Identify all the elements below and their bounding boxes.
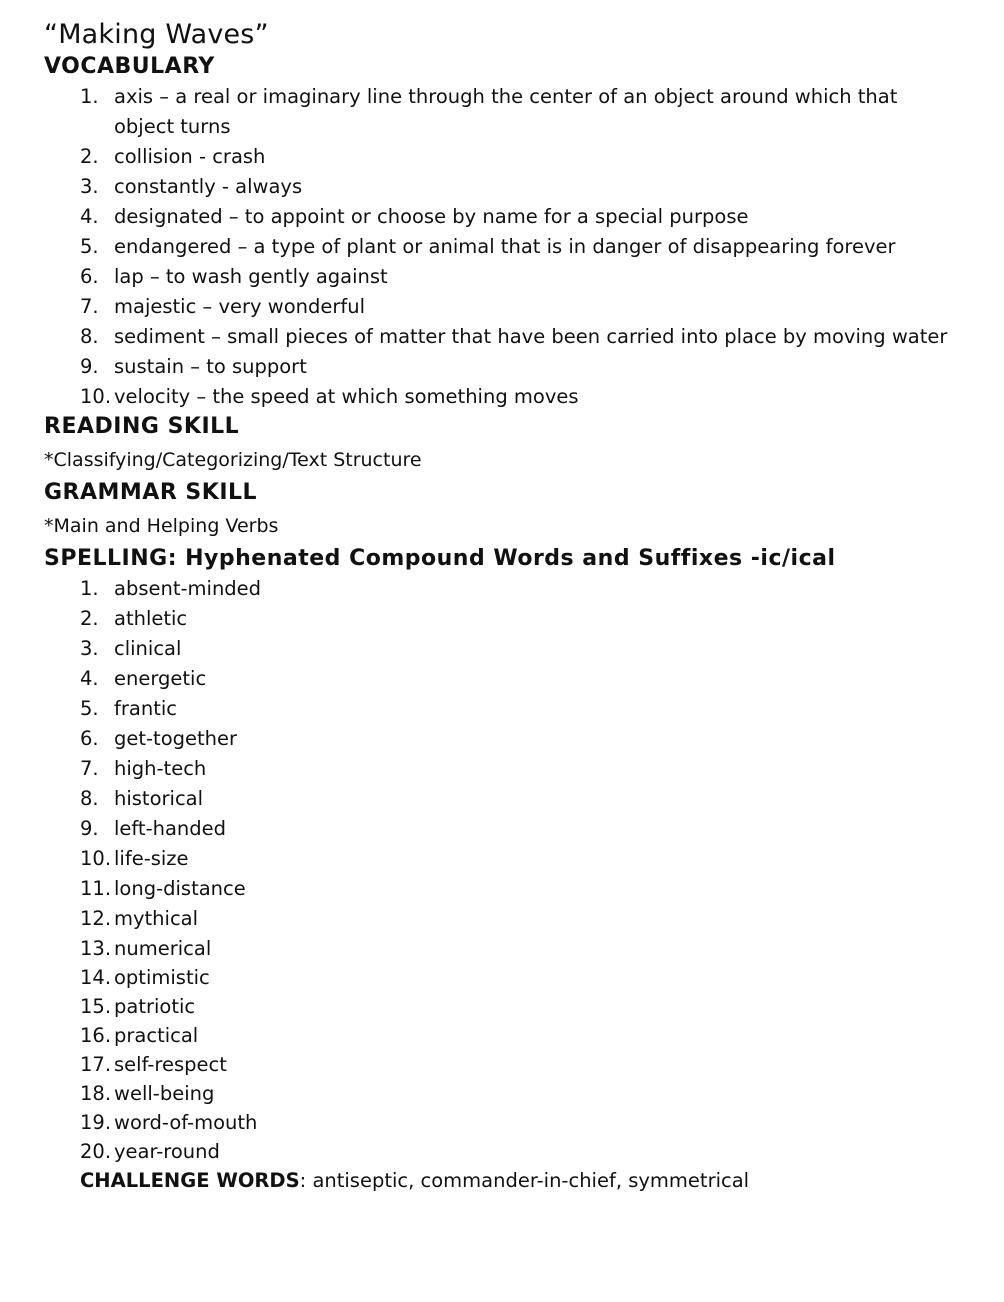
vocabulary-item-text: lap – to wash gently against <box>114 265 388 288</box>
vocabulary-item <box>44 262 964 292</box>
challenge-words <box>44 1166 964 1196</box>
spelling-item-word: patriotic <box>114 995 196 1018</box>
page-title: “Making Waves” <box>44 19 269 50</box>
challenge-words-list: : antiseptic, commander-in-chief, symmetrical <box>299 1169 750 1192</box>
spelling-item <box>44 1137 964 1166</box>
challenge-words-label: CHALLENGE WORDS <box>80 1169 300 1192</box>
spelling-item-number: 19. <box>80 1111 112 1134</box>
spelling-item-word: long-distance <box>114 877 246 900</box>
vocabulary-item <box>44 322 964 352</box>
spelling-item <box>44 574 964 604</box>
spelling-item-number: 6. <box>80 727 99 750</box>
spelling-item-number: 7. <box>80 757 99 780</box>
spelling-item-number: 18. <box>80 1082 112 1105</box>
vocabulary-item <box>44 292 964 322</box>
spelling-item <box>44 784 964 814</box>
spelling-item-word: left-handed <box>114 817 227 840</box>
vocabulary-item-number: 6. <box>80 265 99 288</box>
spelling-item-word: historical <box>114 787 204 810</box>
spelling-item-word: absent-minded <box>114 577 262 600</box>
vocabulary-item <box>44 232 964 262</box>
spelling-item-word: high-tech <box>114 757 207 780</box>
vocabulary-item <box>44 82 964 142</box>
vocabulary-item-text: constantly - always <box>114 175 303 198</box>
spelling-item-word: mythical <box>114 907 199 930</box>
vocabulary-item-text: sediment – small pieces of matter that have been carried into place by moving water <box>114 325 948 348</box>
spelling-item <box>44 604 964 634</box>
spelling-item-number: 17. <box>80 1053 112 1076</box>
reading-skill-text: *Classifying/Categorizing/Text Structure <box>44 449 422 471</box>
spelling-item-word: athletic <box>114 607 188 630</box>
spelling-item-word: optimistic <box>114 966 210 989</box>
spelling-item-word: life-size <box>114 847 189 870</box>
worksheet-page <box>44 18 964 1196</box>
spelling-item-number: 2. <box>80 607 99 630</box>
spelling-item <box>44 1108 964 1137</box>
spelling-item <box>44 724 964 754</box>
spelling-item <box>44 1021 964 1050</box>
spelling-item-word: practical <box>114 1024 199 1047</box>
vocabulary-item-number: 3. <box>80 175 99 198</box>
spelling-item <box>44 874 964 904</box>
vocabulary-item-number: 9. <box>80 355 99 378</box>
spelling-item-number: 20. <box>80 1140 112 1163</box>
spelling-item-number: 14. <box>80 966 112 989</box>
spelling-item <box>44 963 964 992</box>
spelling-item-number: 1. <box>80 577 99 600</box>
spelling-item-number: 4. <box>80 667 99 690</box>
spelling-item <box>44 1079 964 1108</box>
spelling-item <box>44 904 964 934</box>
spelling-item-word: word-of-mouth <box>114 1111 258 1134</box>
vocabulary-item-text: axis – a real or imaginary line through the center of an object around which that object turns <box>114 85 898 138</box>
spelling-item <box>44 754 964 784</box>
vocabulary-list <box>44 82 964 412</box>
spelling-item-number: 13. <box>80 937 112 960</box>
vocabulary-item <box>44 352 964 382</box>
vocabulary-item-number: 7. <box>80 295 99 318</box>
spelling-item-word: get-together <box>114 727 238 750</box>
spelling-item-number: 11. <box>80 877 112 900</box>
spelling-item-number: 10. <box>80 847 112 870</box>
vocabulary-item-text: endangered – a type of plant or animal that is in danger of disappearing forever <box>114 235 896 258</box>
spelling-item <box>44 844 964 874</box>
spelling-item-number: 3. <box>80 637 99 660</box>
spelling-item <box>44 694 964 724</box>
spelling-item-number: 5. <box>80 697 99 720</box>
spelling-item <box>44 664 964 694</box>
spelling-item <box>44 634 964 664</box>
reading-skill-heading: READING SKILL <box>44 414 240 439</box>
spelling-item <box>44 814 964 844</box>
spelling-item <box>44 934 964 963</box>
grammar-skill-heading: GRAMMAR SKILL <box>44 480 258 505</box>
spelling-list <box>44 574 964 1166</box>
vocabulary-item-number: 8. <box>80 325 99 348</box>
spelling-item-number: 12. <box>80 907 112 930</box>
vocabulary-item-number: 10. <box>80 385 112 408</box>
spelling-item-word: self-respect <box>114 1053 227 1076</box>
vocabulary-item-text: sustain – to support <box>114 355 307 378</box>
spelling-item-word: frantic <box>114 697 177 720</box>
spelling-item-word: well-being <box>114 1082 215 1105</box>
vocabulary-item <box>44 172 964 202</box>
spelling-item-number: 8. <box>80 787 99 810</box>
vocabulary-item <box>44 142 964 172</box>
spelling-item-word: year-round <box>114 1140 220 1163</box>
spelling-item-number: 9. <box>80 817 99 840</box>
grammar-skill-text: *Main and Helping Verbs <box>44 515 279 537</box>
spelling-item-number: 16. <box>80 1024 112 1047</box>
vocabulary-item-number: 2. <box>80 145 99 168</box>
vocabulary-item-number: 5. <box>80 235 99 258</box>
spelling-item-number: 15. <box>80 995 112 1018</box>
spelling-item <box>44 1050 964 1079</box>
vocabulary-item <box>44 382 964 412</box>
vocabulary-item-number: 1. <box>80 85 99 108</box>
vocabulary-item-text: designated – to appoint or choose by name for a special purpose <box>114 205 749 228</box>
spelling-item-word: energetic <box>114 667 207 690</box>
vocabulary-heading: VOCABULARY <box>44 54 215 79</box>
vocabulary-item-text: collision - crash <box>114 145 266 168</box>
spelling-item-word: numerical <box>114 937 212 960</box>
spelling-heading: SPELLING: Hyphenated Compound Words and Suffixes -ic/ical <box>44 546 836 571</box>
vocabulary-item-text: velocity – the speed at which something moves <box>114 385 579 408</box>
vocabulary-item-number: 4. <box>80 205 99 228</box>
vocabulary-item-text: majestic – very wonderful <box>114 295 366 318</box>
spelling-item <box>44 992 964 1021</box>
spelling-item-word: clinical <box>114 637 182 660</box>
vocabulary-item <box>44 202 964 232</box>
